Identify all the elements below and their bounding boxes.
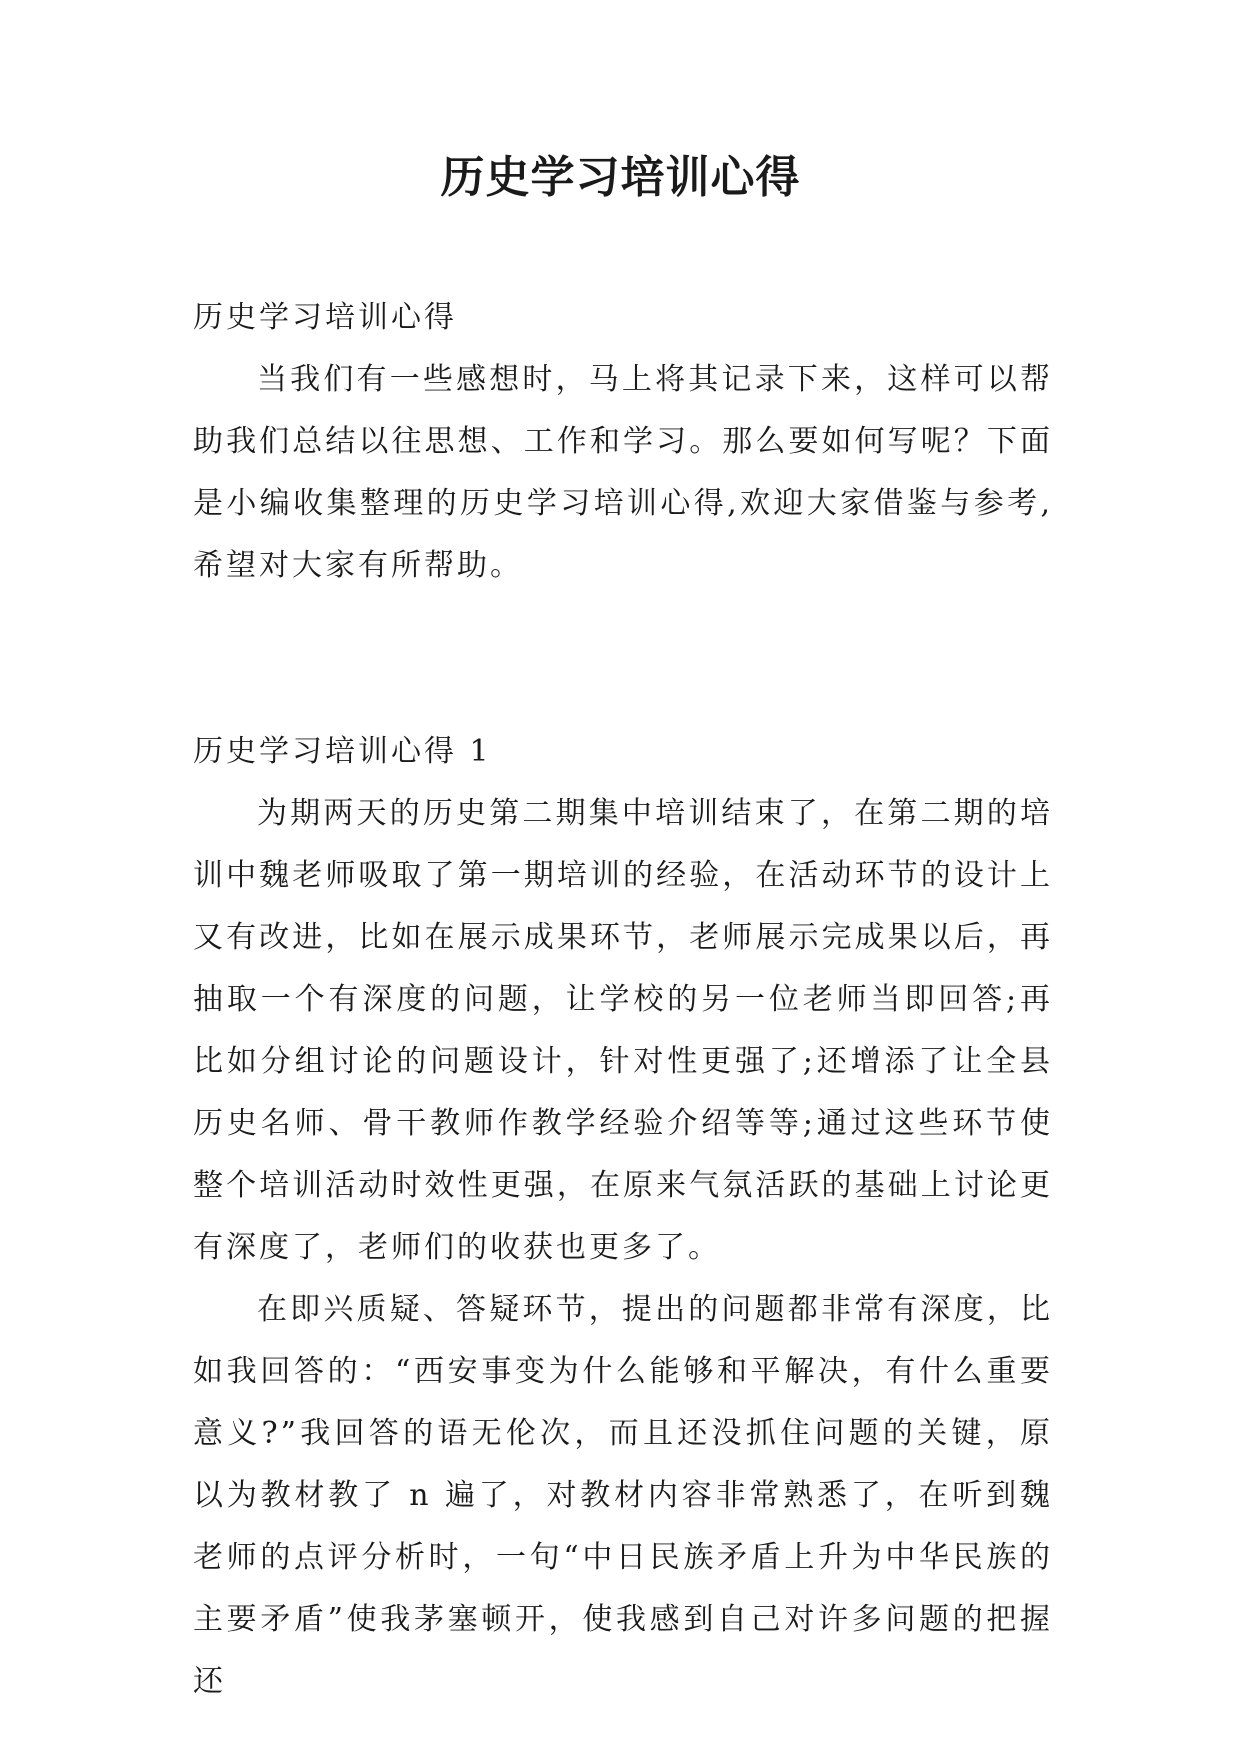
- intro-paragraph: 当我们有一些感想时，马上将其记录下来，这样可以帮助我们总结以往思想、工作和学习。那么要如何写呢？下面是小编收集整理的历史学习培训心得,欢迎大家借鉴与参考,希望对大家有所帮助。: [193, 362, 1053, 583]
- section1-heading: 历史学习培训心得 1: [193, 734, 492, 769]
- intro-heading: 历史学习培训心得: [193, 300, 457, 335]
- section-spacer: [193, 597, 1053, 721]
- document-body: [193, 287, 1053, 1713]
- document-title: 历史学习培训心得: [440, 152, 801, 203]
- section1-paragraph-1: 为期两天的历史第二期集中培训结束了，在第二期的培训中魏老师吸取了第一期培训的经验，在活动环节的设计上又有改进，比如在展示成果环节，老师展示完成果以后，再抽取一个有深度的问题，让学校的另一位老师当即回答;再比如分组讨论的问题设计，针对性更强了;还增添了让全县历史名师、骨干教师作教学经验介绍等等;通过这些环节使整个培训活动时效性更强，在原来气氛活跃的基础上讨论更有深度了，老师们的收获也更多了。: [193, 796, 1053, 1265]
- section1-paragraph-2: 在即兴质疑、答疑环节，提出的问题都非常有深度，比如我回答的：“西安事变为什么能够和平解决，有什么重要意义?”我回答的语无伦次，而且还没抓住问题的关键，原以为教材教了 n 遍了，对教材内容非常熟悉了，在听到魏老师的点评分析时，一句“中日民族矛盾上升为中华民族的主要矛盾”使我茅塞顿开，使我感到自己对许多问题的把握还: [193, 1292, 1053, 1699]
